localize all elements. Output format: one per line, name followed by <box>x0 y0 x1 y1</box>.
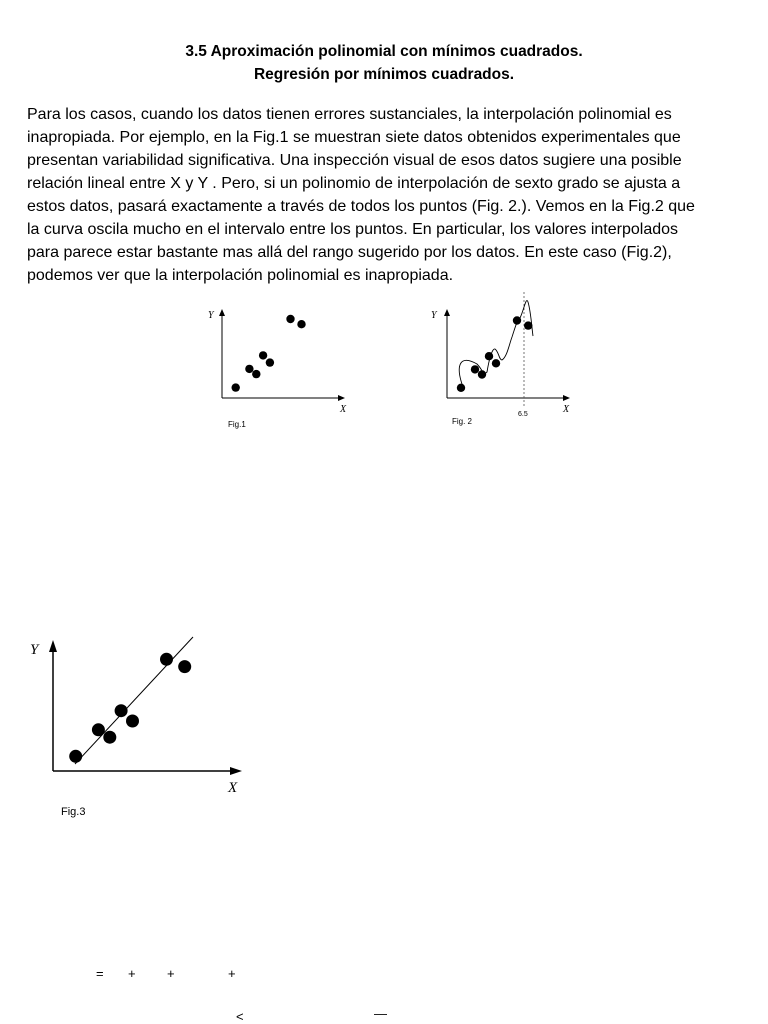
figure-caption: Fig. 2 <box>452 417 473 426</box>
data-point <box>103 731 116 744</box>
data-points <box>457 316 533 392</box>
figure-2 <box>425 290 595 430</box>
data-point <box>160 653 173 666</box>
paragraph-line: Para los casos, cuando los datos tienen errores sustanciales, la interpolación polinomial es <box>27 106 672 123</box>
y-axis-label: Y <box>431 310 437 321</box>
data-point <box>485 352 493 360</box>
paragraph-line: podemos ver que la interpolación polinomial es inapropiada. <box>27 267 454 284</box>
marker-label: 6.5 <box>518 411 528 418</box>
data-point <box>524 321 532 329</box>
data-point <box>478 370 486 378</box>
data-point <box>259 351 267 359</box>
equation-symbol: — <box>374 1006 387 1021</box>
paragraph-line: la curva oscila mucho en el intervalo entre los puntos. En particular, los valores interpolados <box>27 221 679 238</box>
data-point <box>513 316 521 324</box>
data-point <box>297 320 305 328</box>
least-squares-fit-line <box>75 637 193 764</box>
title-line-2: Regresión por mínimos cuadrados. <box>253 66 515 83</box>
y-axis-arrow <box>444 309 450 316</box>
y-axis-label: Y <box>208 310 214 321</box>
paragraph-line: estos datos, pasará exactamente a través de todos los puntos (Fig. 2.). Vemos en la Fig.2 que <box>27 198 695 215</box>
data-point <box>69 750 82 763</box>
data-point <box>286 315 294 323</box>
equation-symbol: + <box>167 966 175 981</box>
data-point <box>178 660 191 673</box>
data-point <box>492 359 500 367</box>
data-point <box>266 358 274 366</box>
equation-symbol: < <box>236 1009 244 1024</box>
figure-caption: Fig.1 <box>228 420 246 429</box>
x-axis-arrow <box>230 767 242 775</box>
data-point <box>92 723 105 736</box>
equation-symbol: + <box>128 966 136 981</box>
section-title <box>0 40 768 86</box>
y-axis-label: Y <box>30 642 39 658</box>
y-axis-arrow <box>49 640 57 652</box>
y-axis-arrow <box>219 309 225 316</box>
x-axis-label: X <box>563 404 570 415</box>
x-axis-label: X <box>340 404 347 415</box>
paragraph-line: inapropiada. Por ejemplo, en la Fig.1 se muestran siete datos obtenidos experimentales que <box>27 129 681 146</box>
x-axis-label: X <box>228 780 238 796</box>
x-axis-arrow <box>338 395 345 401</box>
equation-symbol: = <box>96 966 104 981</box>
data-point <box>232 383 240 391</box>
data-points <box>232 315 306 392</box>
figure-caption: Fig.3 <box>61 806 86 818</box>
title-line-1: 3.5 Aproximación polinomial con mínimos cuadrados. <box>185 43 583 60</box>
paragraph-line: relación lineal entre X y Y . Pero, si un polinomio de interpolación de sexto grado se ajusta a <box>27 175 681 192</box>
figure-1 <box>200 300 370 435</box>
equation-symbol: + <box>228 966 236 981</box>
data-point <box>471 365 479 373</box>
data-point <box>245 365 253 373</box>
data-point <box>457 384 465 392</box>
x-axis-arrow <box>563 395 570 401</box>
data-point <box>126 715 139 728</box>
data-points <box>69 653 191 763</box>
paragraph-line: para parece estar bastante mas allá del rango sugerido por los datos. En este caso (Fig.2), <box>27 244 672 261</box>
body-paragraph <box>27 103 749 287</box>
paragraph-line: presentan variabilidad significativa. Una inspección visual de esos datos sugiere una posible <box>27 152 682 169</box>
data-point <box>252 370 260 378</box>
interpolating-polynomial-curve <box>459 301 533 387</box>
data-point <box>115 704 128 717</box>
figure-3 <box>25 630 255 825</box>
